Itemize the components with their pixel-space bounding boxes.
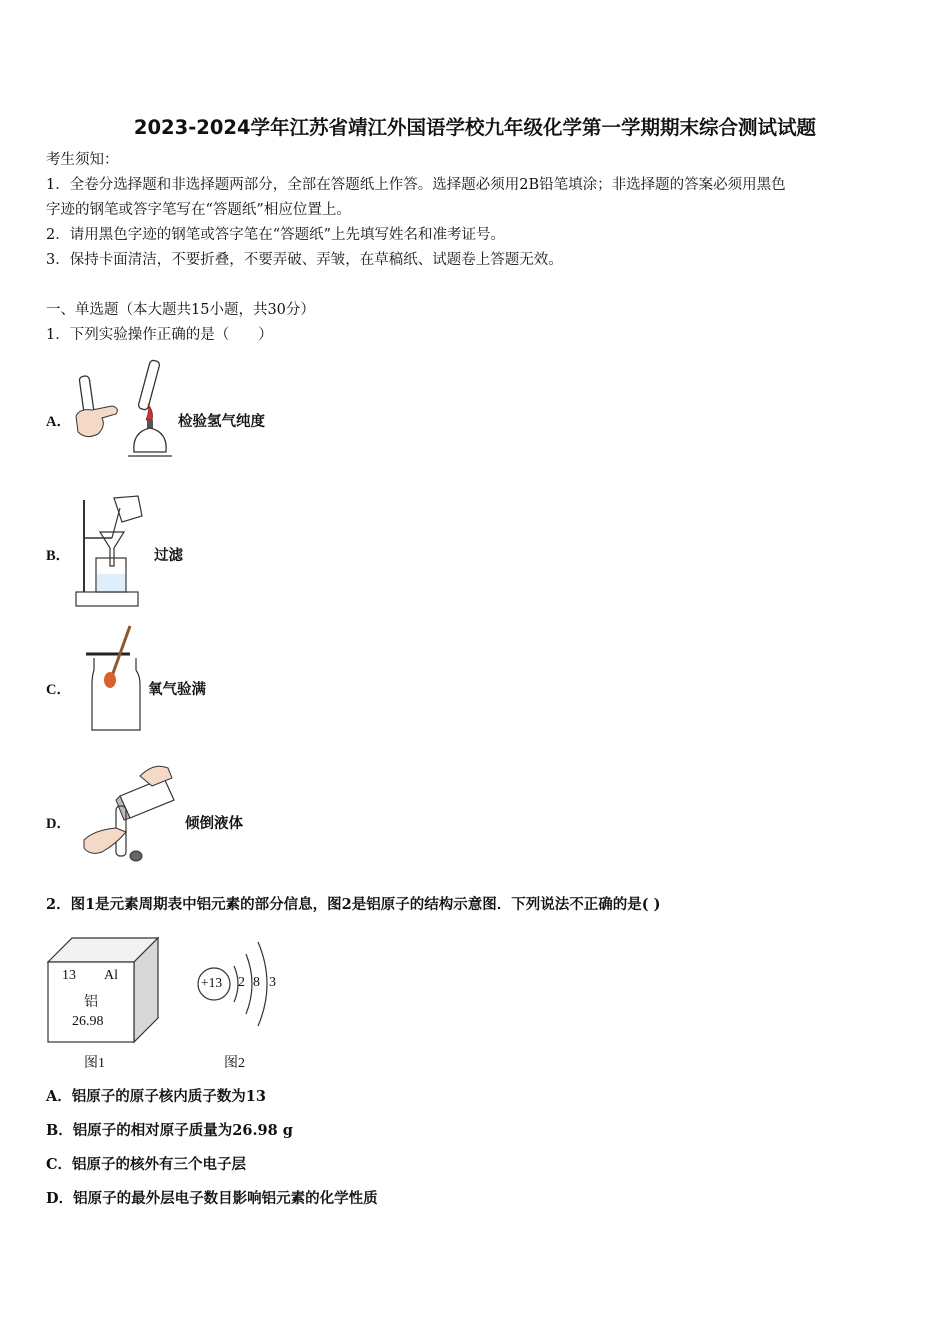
q2-option-c [46,1152,246,1177]
q2-option-a [46,1084,266,1109]
notice-line-3: 2．请用黑色字迹的钢笔或答字笔在“答题纸”上先填写姓名和准考证号。 [46,227,506,243]
q1-option-a-label: 检验氢气纯度 [178,413,265,430]
element-symbol: Al [104,968,118,983]
q1-option-d-label: 倾倒液体 [185,815,243,832]
q2-stem: 2．图1是元素周期表中铝元素的部分信息，图2是铝原子的结构示意图．下列说法不正确的是( ) [46,896,661,913]
element-mass: 26.98 [72,1014,104,1029]
q2-option-d-text: 铝原子的最外层电子数目影响铝元素的化学性质 [73,1190,378,1207]
nucleus-charge: +13 [201,975,223,990]
q2-option-b-letter: B． [46,1122,73,1139]
q1-option-d-letter: D． [46,816,71,832]
notice-line-1: 1．全卷分选择题和非选择题两部分，全部在答题纸上作答。选择题必须用2B铅笔填涂；非选择题的答案必须用黑色 [46,177,786,193]
shell-1-electrons: 2 [238,975,245,990]
notice-heading: 考生须知： [46,152,119,168]
q1-option-b-label: 过滤 [154,547,183,564]
figure-1-caption: 图1 [84,1056,105,1071]
section-heading: 一、单选题（本大题共15小题，共30分） [46,302,315,318]
oxygen-full-test-icon [84,624,144,734]
aluminum-element-card [44,934,164,1046]
page-title: 2023-2024学年江苏省靖江外国语学校九年级化学第一学期期末综合测试试题 [133,116,817,139]
shell-2-electrons: 8 [253,975,260,990]
q2-option-b-text: 铝原子的相对原子质量为26.98 g [72,1122,293,1139]
notice-line-4: 3．保持卡面清洁，不要折叠，不要弄破、弄皱，在草稿纸、试题卷上答题无效。 [46,252,563,268]
q1-option-c-label: 氧气验满 [148,681,206,698]
q1-stem: 1．下列实验操作正确的是（ ） [46,327,273,343]
filtration-apparatus-icon [72,492,152,610]
q2-option-c-letter: C． [46,1156,73,1173]
q2-option-a-letter: A． [46,1088,72,1105]
figure-2-caption: 图2 [224,1056,245,1071]
hydrogen-purity-test-icon [72,358,172,464]
q1-option-c-letter: C． [46,682,71,698]
q2-option-d-letter: D． [46,1190,74,1207]
pour-liquid-icon [80,756,180,868]
element-name: 铝 [84,995,98,1010]
notice-line-2: 字迹的钢笔或答字笔写在“答题纸”相应位置上。 [46,202,351,218]
q2-option-c-text: 铝原子的核外有三个电子层 [72,1156,247,1173]
q2-option-a-text: 铝原子的原子核内质子数为13 [71,1088,266,1105]
shell-3-electrons: 3 [269,975,276,990]
q1-option-a-letter: A． [46,414,71,430]
q2-option-b [46,1118,293,1143]
element-atomic-number: 13 [62,968,76,983]
q2-option-d [46,1186,378,1211]
q1-option-b-letter: B． [46,548,71,564]
